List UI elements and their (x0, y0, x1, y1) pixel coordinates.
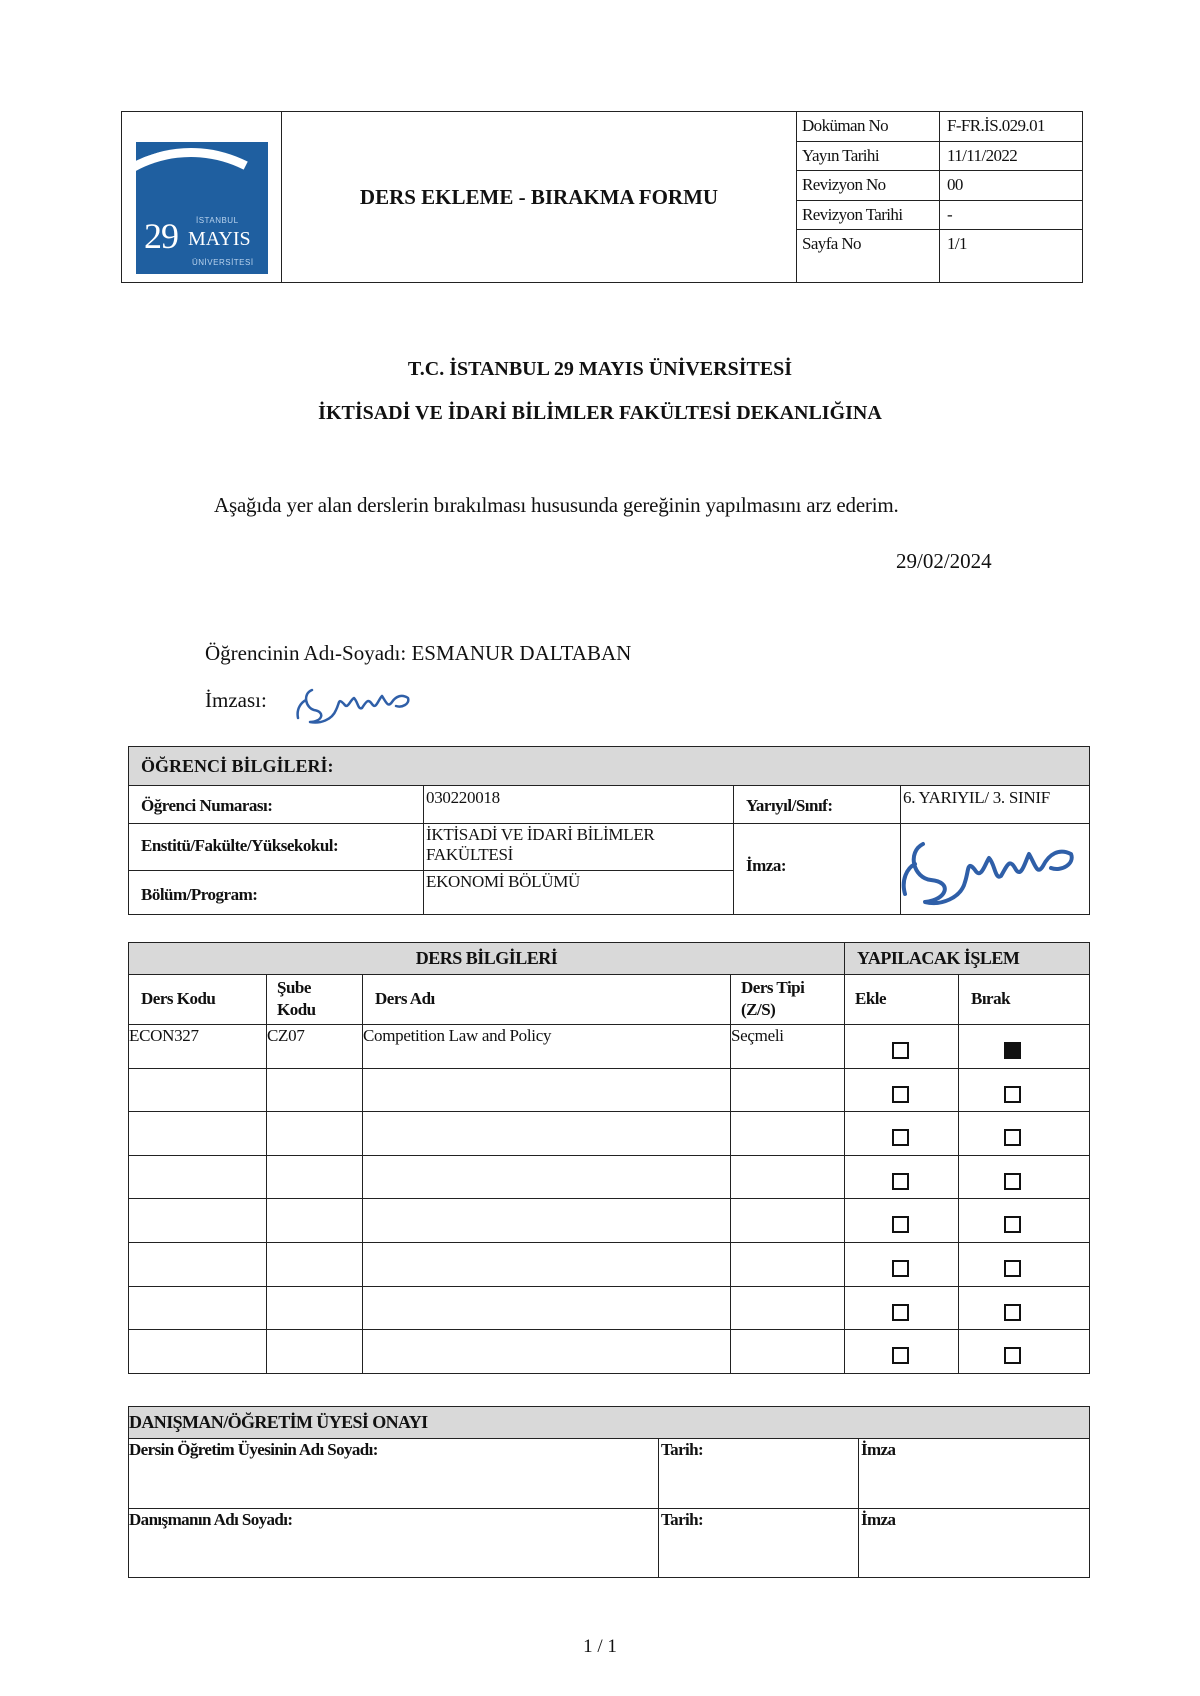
course-cell-type (731, 1199, 845, 1243)
course-cell-section: CZ07 (267, 1025, 363, 1069)
faculty-label: Enstitü/Fakülte/Yüksekokul: (129, 824, 424, 871)
course-cell-name (363, 1069, 731, 1113)
course-cell-name: Competition Law and Policy (363, 1025, 731, 1069)
course-cell-section (267, 1199, 363, 1243)
student-number-label: Öğrenci Numarası: (129, 786, 424, 824)
course-cell-code (129, 1199, 267, 1243)
col-header-name: Ders Adı (363, 975, 731, 1025)
add-checkbox[interactable] (892, 1086, 909, 1103)
drop-checkbox[interactable] (1004, 1173, 1021, 1190)
course-cell-section (267, 1243, 363, 1287)
course-cell-type (731, 1156, 845, 1200)
student-name-line: Öğrencinin Adı-Soyadı: ESMANUR DALTABAN (205, 641, 632, 665)
university-heading: T.C. İSTANBUL 29 MAYIS ÜNİVERSİTESİ (407, 358, 793, 380)
document-header (121, 111, 1083, 283)
meta-value: 1/1 (947, 234, 967, 253)
approval-section (128, 1406, 1090, 1578)
course-cell-drop (959, 1330, 1089, 1374)
course-cell-add (845, 1199, 959, 1243)
drop-checkbox[interactable] (1004, 1304, 1021, 1321)
semester-label: Yarıyıl/Sınıf: (734, 786, 901, 824)
logo-name: MAYIS (188, 228, 251, 250)
course-cell-drop (959, 1199, 1089, 1243)
course-cell-name (363, 1330, 731, 1374)
advisor-name-label: Danışmanın Adı Soyadı: (129, 1509, 659, 1577)
signature-label: İmzası: (205, 688, 267, 712)
course-cell-drop (959, 1243, 1089, 1287)
course-cell-add (845, 1112, 959, 1156)
meta-row (797, 171, 1082, 201)
drop-checkbox[interactable] (1004, 1129, 1021, 1146)
courses-title: DERS BİLGİLERİ (129, 943, 845, 975)
course-cell-code (129, 1112, 267, 1156)
col-header-drop: Bırak (959, 975, 1089, 1025)
instructor-signature-label: İmza (859, 1439, 1089, 1509)
university-logo (136, 142, 268, 274)
document-meta (797, 112, 1082, 282)
course-cell-add (845, 1069, 959, 1113)
course-cell-add (845, 1330, 959, 1374)
course-cell-type (731, 1112, 845, 1156)
meta-value: F-FR.İS.029.01 (947, 116, 1045, 135)
student-info-grid (129, 786, 1089, 914)
form-title: DERS EKLEME - BIRAKMA FORMU (282, 112, 797, 282)
col-header-add: Ekle (845, 975, 959, 1025)
course-cell-type: Seçmeli (731, 1025, 845, 1069)
meta-key: Doküman No (797, 112, 940, 141)
course-cell-section (267, 1156, 363, 1200)
student-number-value: 030220018 (424, 786, 734, 824)
course-cell-drop (959, 1025, 1089, 1069)
courses-section (128, 942, 1090, 1374)
course-cell-drop (959, 1287, 1089, 1331)
course-cell-name (363, 1243, 731, 1287)
drop-checkbox[interactable] (1004, 1260, 1021, 1277)
course-cell-section (267, 1112, 363, 1156)
course-cell-type (731, 1287, 845, 1331)
add-checkbox[interactable] (892, 1304, 909, 1321)
add-checkbox[interactable] (892, 1347, 909, 1364)
info-signature-cell (901, 824, 1089, 914)
faculty-heading: İKTİSADİ VE İDARİ BİLİMLER FAKÜLTESİ DEKANLIĞINA (318, 402, 882, 424)
course-cell-code: ECON327 (129, 1025, 267, 1069)
col-header-code: Ders Kodu (129, 975, 267, 1025)
meta-value: 00 (947, 175, 963, 194)
meta-key: Sayfa No (797, 230, 940, 282)
meta-value: 11/11/2022 (947, 145, 1018, 165)
student-signature-small (292, 680, 422, 730)
student-info-section (128, 746, 1090, 915)
course-cell-add (845, 1243, 959, 1287)
course-cell-drop (959, 1112, 1089, 1156)
faculty-value: İKTİSADİ VE İDARİ BİLİMLER FAKÜLTESİ (424, 824, 734, 871)
approval-title: DANIŞMAN/ÖĞRETİM ÜYESİ ONAYI (129, 1407, 1089, 1439)
advisor-signature-label: İmza (861, 1510, 896, 1529)
program-value: EKONOMİ BÖLÜMÜ (424, 871, 734, 914)
course-cell-add (845, 1287, 959, 1331)
course-cell-drop (959, 1069, 1089, 1113)
course-cell-code (129, 1156, 267, 1200)
instructor-name-label: Dersin Öğretim Üyesinin Adı Soyadı: (129, 1439, 659, 1509)
drop-checkbox[interactable] (1004, 1042, 1021, 1059)
add-checkbox[interactable] (892, 1216, 909, 1233)
col-header-section: Şube Kodu (267, 975, 363, 1025)
meta-row (797, 142, 1082, 172)
drop-checkbox[interactable] (1004, 1347, 1021, 1364)
action-title: YAPILACAK İŞLEM (845, 943, 1089, 975)
course-cell-name (363, 1199, 731, 1243)
course-cell-section (267, 1287, 363, 1331)
student-info-title: ÖĞRENCİ BİLGİLERİ: (129, 747, 1089, 786)
course-cell-code (129, 1243, 267, 1287)
request-date: 29/02/2024 (896, 549, 992, 573)
drop-checkbox[interactable] (1004, 1216, 1021, 1233)
course-cell-code (129, 1287, 267, 1331)
course-cell-code (129, 1330, 267, 1374)
course-cell-add (845, 1156, 959, 1200)
add-checkbox[interactable] (892, 1042, 909, 1059)
course-cell-add (845, 1025, 959, 1069)
info-signature-label: İmza: (734, 824, 901, 914)
request-sentence: Aşağıda yer alan derslerin bırakılması hususunda gereğinin yapılmasını arz ederim. (214, 493, 899, 517)
course-cell-section (267, 1330, 363, 1374)
logo-line1: İSTANBUL (196, 216, 239, 225)
course-cell-drop (959, 1156, 1089, 1200)
logo-line2: ÜNİVERSİTESİ (192, 258, 254, 267)
course-cell-name (363, 1112, 731, 1156)
instructor-date-label: Tarih: (659, 1439, 859, 1509)
advisor-date-label: Tarih: (659, 1509, 859, 1577)
page-number: 1 / 1 (583, 1636, 617, 1657)
drop-checkbox[interactable] (1004, 1086, 1021, 1103)
meta-key: Revizyon Tarihi (797, 201, 940, 230)
meta-row (797, 230, 1082, 282)
course-cell-code (129, 1069, 267, 1113)
add-checkbox[interactable] (892, 1173, 909, 1190)
meta-value: - (947, 204, 953, 224)
course-cell-section (267, 1069, 363, 1113)
course-cell-name (363, 1156, 731, 1200)
meta-row (797, 112, 1082, 142)
student-signature-large (901, 824, 1089, 912)
col-header-type: Ders Tipi (Z/S) (731, 975, 845, 1025)
logo-cell (122, 112, 282, 282)
program-label: Bölüm/Program: (129, 871, 424, 914)
add-checkbox[interactable] (892, 1260, 909, 1277)
course-cell-type (731, 1243, 845, 1287)
semester-value: 6. YARIYIL/ 3. SINIF (901, 786, 1089, 824)
course-cell-type (731, 1330, 845, 1374)
meta-key: Revizyon No (797, 171, 940, 200)
meta-key: Yayın Tarihi (797, 142, 940, 171)
course-cell-type (731, 1069, 845, 1113)
add-checkbox[interactable] (892, 1129, 909, 1146)
logo-number: 29 (144, 216, 178, 256)
meta-row (797, 201, 1082, 231)
course-cell-name (363, 1287, 731, 1331)
